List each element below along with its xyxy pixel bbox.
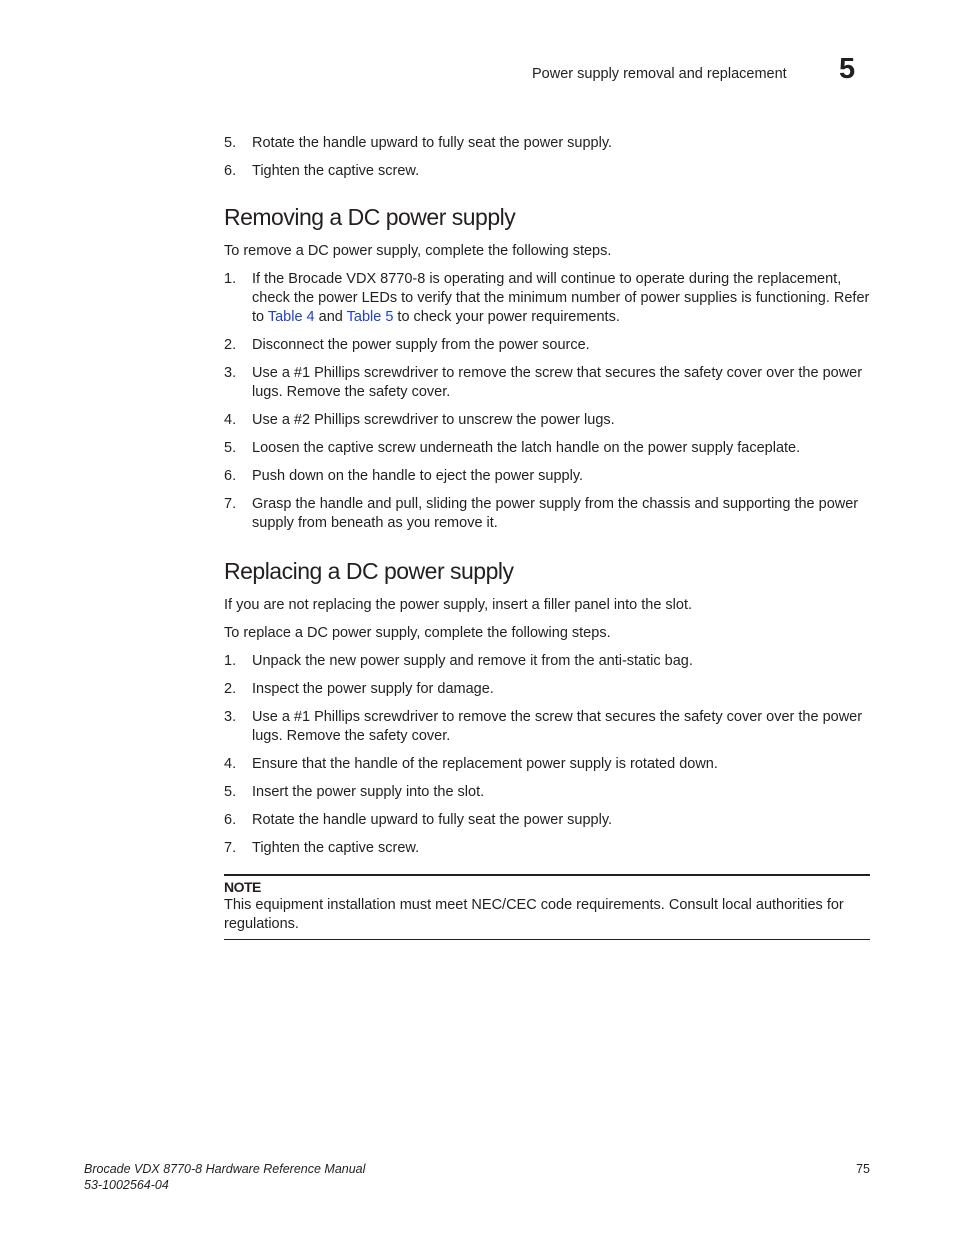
list-item — [224, 439, 870, 458]
step-text: Insert the power supply into the slot. — [252, 784, 485, 800]
table-4-link[interactable]: Table 4 — [267, 309, 315, 325]
table-5-link[interactable]: Table 5 — [346, 309, 394, 325]
step-text: Use a #2 Phillips screwdriver to unscrew the power lugs. — [252, 412, 615, 428]
step-text: Tighten the captive screw. — [252, 163, 420, 179]
step-text: If the Brocade VDX 8770-8 is operating and will continue to operate during the replacement, check the power LEDs to verify that the minimum number of power supplies is functioning. Refer to — [252, 271, 870, 325]
note-label: NOTE — [224, 879, 261, 895]
removing-intro: To remove a DC power supply, complete the following steps. — [224, 243, 612, 259]
step-number: 6. — [224, 812, 237, 828]
step-number: 2. — [224, 337, 237, 353]
step-number: 1. — [224, 271, 237, 287]
step-text: to check your power requirements. — [393, 309, 620, 325]
replacing-para-1: If you are not replacing the power supply, insert a filler panel into the slot. — [224, 597, 693, 613]
step-number: 2. — [224, 681, 237, 697]
step-number: 5. — [224, 784, 237, 800]
section-heading-replacing: Replacing a DC power supply — [224, 558, 514, 584]
footer-page-number: 75 — [856, 1162, 870, 1176]
list-item — [224, 134, 870, 153]
footer-doc-number: 53-1002564-04 — [84, 1178, 169, 1192]
list-item — [224, 652, 870, 671]
step-text: Inspect the power supply for damage. — [252, 681, 494, 697]
replacing-steps-list — [224, 652, 870, 858]
list-item — [224, 811, 870, 830]
list-item — [224, 783, 870, 802]
step-text: Disconnect the power supply from the power source. — [252, 337, 590, 353]
footer-manual-info — [84, 1161, 365, 1193]
step-number: 5. — [224, 440, 237, 456]
list-item — [224, 162, 870, 181]
step-number: 3. — [224, 365, 237, 381]
list-item — [224, 839, 870, 858]
step-number: 7. — [224, 496, 237, 512]
step-number: 3. — [224, 709, 237, 725]
replacing-para-2: To replace a DC power supply, complete the following steps. — [224, 625, 611, 641]
page-content — [224, 134, 870, 940]
continued-steps-list — [224, 134, 870, 181]
list-item — [224, 467, 870, 486]
step-text: Rotate the handle upward to fully seat the power supply. — [252, 135, 613, 151]
note-text: This equipment installation must meet NEC/CEC code requirements. Consult local authorities for regulations. — [224, 897, 844, 932]
list-item — [224, 755, 870, 774]
list-item — [224, 708, 870, 746]
step-text: Grasp the handle and pull, sliding the power supply from the chassis and supporting the power supply from beneath as you remove it. — [252, 496, 859, 531]
list-item — [224, 495, 870, 533]
step-text: Loosen the captive screw underneath the latch handle on the power supply faceplate. — [252, 440, 801, 456]
step-text: Use a #1 Phillips screwdriver to remove the screw that secures the safety cover over the power lugs. Remove the safety cover. — [252, 709, 863, 744]
step-text: Push down on the handle to eject the power supply. — [252, 468, 584, 484]
chapter-number: 5 — [839, 53, 856, 85]
list-item — [224, 680, 870, 699]
running-header-title: Power supply removal and replacement — [532, 66, 787, 82]
step-number: 4. — [224, 412, 237, 428]
list-item — [224, 411, 870, 430]
step-text: Ensure that the handle of the replacement power supply is rotated down. — [252, 756, 718, 772]
step-text: Use a #1 Phillips screwdriver to remove the screw that secures the safety cover over the power lugs. Remove the safety cover. — [252, 365, 863, 400]
note-box — [224, 874, 870, 940]
section-heading-removing: Removing a DC power supply — [224, 204, 516, 230]
removing-steps-list — [224, 270, 870, 533]
footer-manual-title: Brocade VDX 8770-8 Hardware Reference Manual — [84, 1162, 366, 1176]
step-number: 6. — [224, 163, 237, 179]
step-number: 5. — [224, 135, 237, 151]
step-text: Unpack the new power supply and remove it from the anti-static bag. — [252, 653, 693, 669]
step-text: and — [314, 309, 347, 325]
list-item — [224, 270, 870, 327]
step-number: 1. — [224, 653, 237, 669]
step-number: 6. — [224, 468, 237, 484]
step-number: 7. — [224, 840, 237, 856]
step-number: 4. — [224, 756, 237, 772]
list-item — [224, 364, 870, 402]
step-text: Tighten the captive screw. — [252, 840, 420, 856]
list-item — [224, 336, 870, 355]
step-text: Rotate the handle upward to fully seat the power supply. — [252, 812, 613, 828]
